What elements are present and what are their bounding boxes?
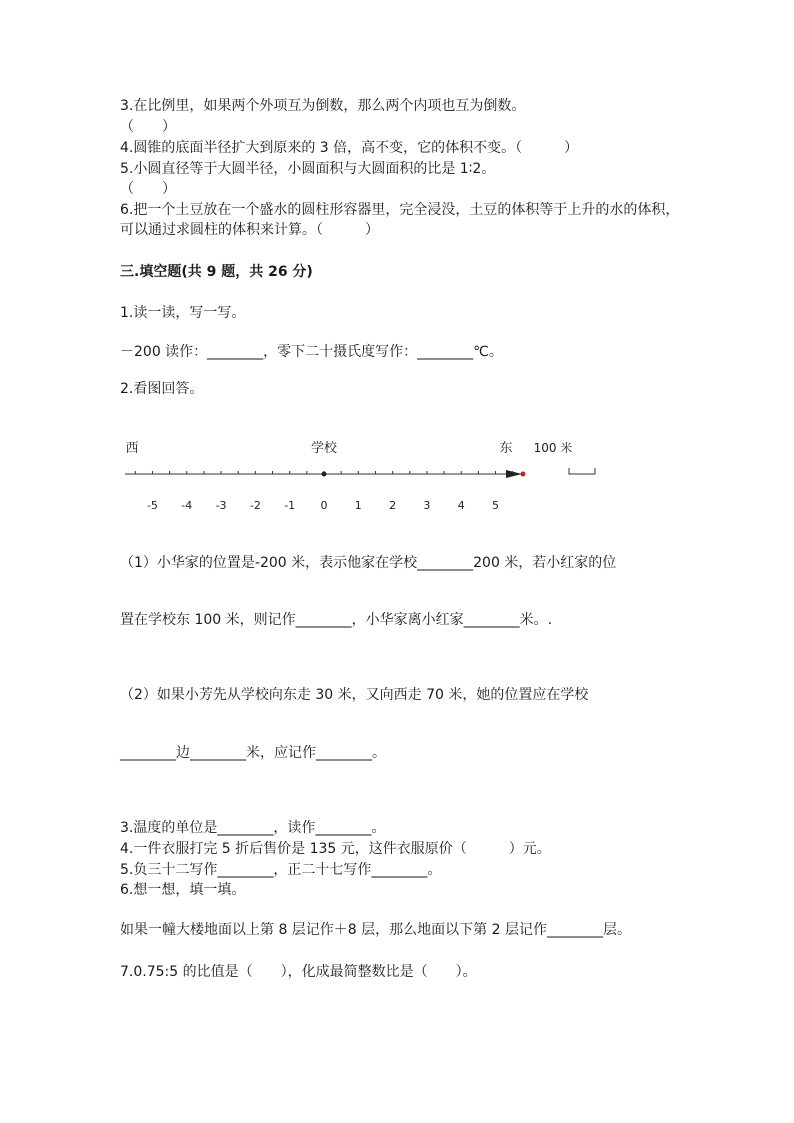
fill-q4: 4.一件衣服打完 5 折后售价是 135 元，这件衣服原价（ ）元。 — [120, 841, 551, 857]
fill-q6: 6.想一想，填一填。 — [120, 882, 246, 898]
judgment-q3: 3.在比例里，如果两个外项互为倒数，那么两个内项也互为倒数。 — [120, 98, 526, 114]
section-title: 三.填空题(共 9 题，共 26 分) — [120, 264, 313, 280]
tick-label: 2 — [389, 499, 397, 512]
arrow-head-icon — [506, 470, 522, 478]
east-label: 东 — [499, 441, 513, 456]
tick-label: 0 — [320, 499, 328, 512]
fill-q7: 7.0.75:5 的比值是（ ），化成最简整数比是（ ）。 — [120, 964, 477, 980]
origin-point — [322, 472, 327, 477]
fill-q5: 5.负三十二写作________，正二十七写作________。 — [120, 862, 442, 878]
tick-label: -5 — [146, 499, 158, 512]
west-label: 西 — [125, 441, 139, 456]
number-line-figure — [110, 425, 610, 525]
judgment-q3-answer-blank[interactable]: （ ） — [120, 119, 176, 135]
tick-label: -3 — [215, 499, 227, 512]
tick-label: -4 — [181, 499, 193, 512]
fill-q6-text: 如果一幢大楼地面以上第 8 层记作＋8 层，那么地面以下第 2 层记作________层。 — [120, 922, 631, 938]
fill-q1-line: －200 读作：________，零下二十摄氏度写作：________℃。 — [120, 344, 503, 360]
fill-q3: 3.温度的单位是________，读作________。 — [120, 820, 386, 836]
tick-label: -2 — [249, 499, 261, 512]
tick-label: -1 — [284, 499, 296, 512]
fill-q2-sub2-line1: （2）如果小芳先从学校向东走 30 米，又向西走 70 米，她的位置应在学校 — [120, 687, 589, 703]
judgment-q6: 6.把一个土豆放在一个盛水的圆柱形容器里，完全浸没，土豆的体积等于上升的水的体积，可以通过求圆柱的体积来计算。（ ） — [120, 202, 680, 238]
fill-q2-sub1-line1: （1）小华家的位置是-200 米，表示他家在学校________200 米，若小红家的位 — [120, 555, 617, 571]
fill-q1: 1.读一读，写一写。 — [120, 305, 246, 321]
judgment-q5: 5.小圆直径等于大圆半径，小圆面积与大圆面积的比是 1∶2。 — [120, 161, 496, 177]
judgment-q4: 4.圆锥的底面半径扩大到原来的 3 倍，高不变，它的体积不变。（ ） — [120, 140, 579, 156]
tick-label: 1 — [354, 499, 362, 512]
scale-label: 100 米 — [533, 441, 573, 455]
scale-bracket — [569, 468, 595, 474]
east-end-point — [521, 472, 526, 477]
judgment-q5-answer-blank[interactable]: （ ） — [120, 181, 176, 197]
fill-q2: 2.看图回答。 — [120, 381, 204, 397]
fill-q2-sub1-line2: 置在学校东 100 米，则记作________，小华家离小红家________米。. — [120, 612, 553, 628]
school-label: 学校 — [310, 441, 338, 456]
tick-label: 4 — [457, 499, 465, 512]
fill-q2-sub2-line2: ________边________米，应记作________。 — [120, 745, 386, 761]
tick-label: 3 — [423, 499, 431, 512]
tick-label: 5 — [492, 499, 500, 512]
